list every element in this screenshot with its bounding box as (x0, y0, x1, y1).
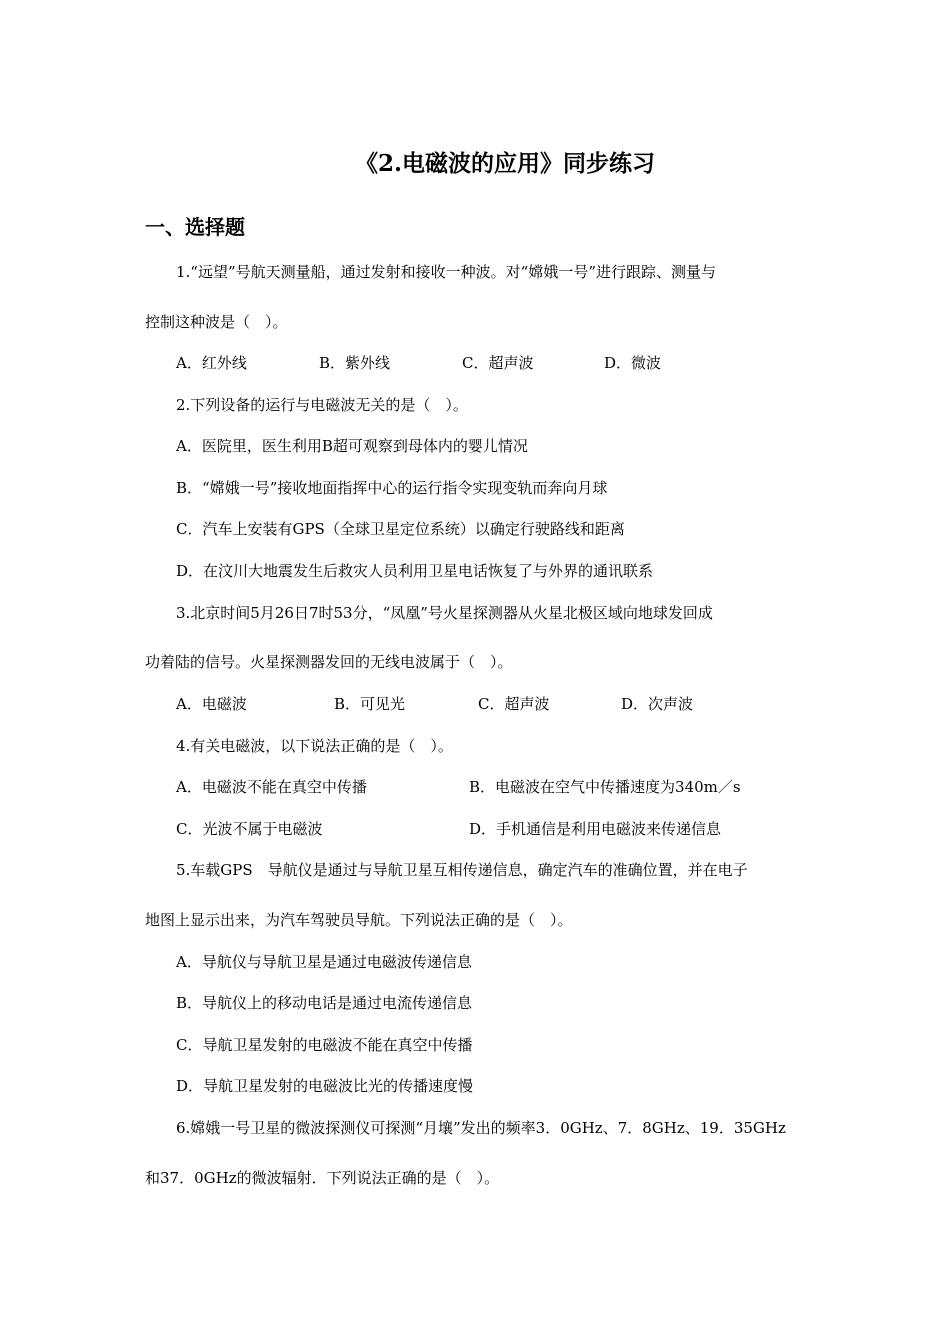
option-b: B．紫外线 (319, 354, 391, 372)
option-b: B．可见光 (334, 695, 406, 713)
question-2-option-c: C．汽车上安装有GPS（全球卫星定位系统）以确定行驶路线和距离 (176, 520, 625, 538)
question-2-option-b: B．“嫦娥一号”接收地面指挥中心的运行指令实现变轨而奔向月球 (176, 479, 608, 497)
question-2-option-a: A．医院里，医生利用B超可观察到母体内的婴儿情况 (176, 437, 528, 455)
question-4-stem: 4.有关电磁波，以下说法正确的是（ ）。 (176, 737, 453, 755)
option-d: D．手机通信是利用电磁波来传递信息 (469, 820, 722, 838)
question-2-option-d: D．在汶川大地震发生后救灾人员利用卫星电话恢复了与外界的通讯联系 (176, 562, 654, 580)
section-heading: 一、选择题 (145, 215, 245, 239)
question-5-option-d: D．导航卫星发射的电磁波比光的传播速度慢 (176, 1077, 474, 1095)
question-5-stem-cont: 地图上显示出来，为汽车驾驶员导航。下列说法正确的是（ ）。 (145, 911, 573, 929)
question-5-option-a: A．导航仪与导航卫星是通过电磁波传递信息 (176, 953, 472, 971)
question-1-stem: 1.“远望”号航天测量船，通过发射和接收一种波。对“嫦娥一号”进行跟踪、测量与 (176, 263, 716, 281)
question-1-stem-cont: 控制这种波是（ ）。 (145, 313, 288, 331)
question-2-stem: 2.下列设备的运行与电磁波无关的是（ ）。 (176, 396, 468, 414)
option-a: A．电磁波 (176, 695, 247, 713)
option-c: C．超声波 (462, 354, 534, 372)
question-3-stem-cont: 功着陆的信号。火星探测器发回的无线电波属于（ ）。 (145, 653, 513, 671)
option-a: A．电磁波不能在真空中传播 (176, 778, 367, 796)
option-c: C．光波不属于电磁波 (176, 820, 323, 838)
question-5-option-c: C．导航卫星发射的电磁波不能在真空中传播 (176, 1036, 473, 1054)
option-a: A．红外线 (176, 354, 247, 372)
question-3-stem: 3.北京时间5月26日7时53分，“凤凰”号火星探测器从火星北极区域向地球发回成 (176, 604, 713, 622)
option-b: B．电磁波在空气中传播速度为340m／s (469, 778, 741, 796)
question-6-stem: 6.嫦娥一号卫星的微波探测仪可探测“月壤”发出的频率3．0GHz、7．8GHz、19．35GHz (176, 1119, 786, 1137)
option-d: D．次声波 (621, 695, 694, 713)
option-d: D．微波 (604, 354, 662, 372)
question-6-stem-cont: 和37．0GHz的微波辐射．下列说法正确的是（ ）。 (145, 1169, 500, 1187)
question-5-option-b: B．导航仪上的移动电话是通过电流传递信息 (176, 994, 473, 1012)
question-5-stem: 5.车载GPS 导航仪是通过与导航卫星互相传递信息，确定汽车的准确位置，并在电子 (176, 861, 748, 879)
option-c: C．超声波 (478, 695, 550, 713)
document-title: 《2.电磁波的应用》同步练习 (354, 150, 655, 177)
